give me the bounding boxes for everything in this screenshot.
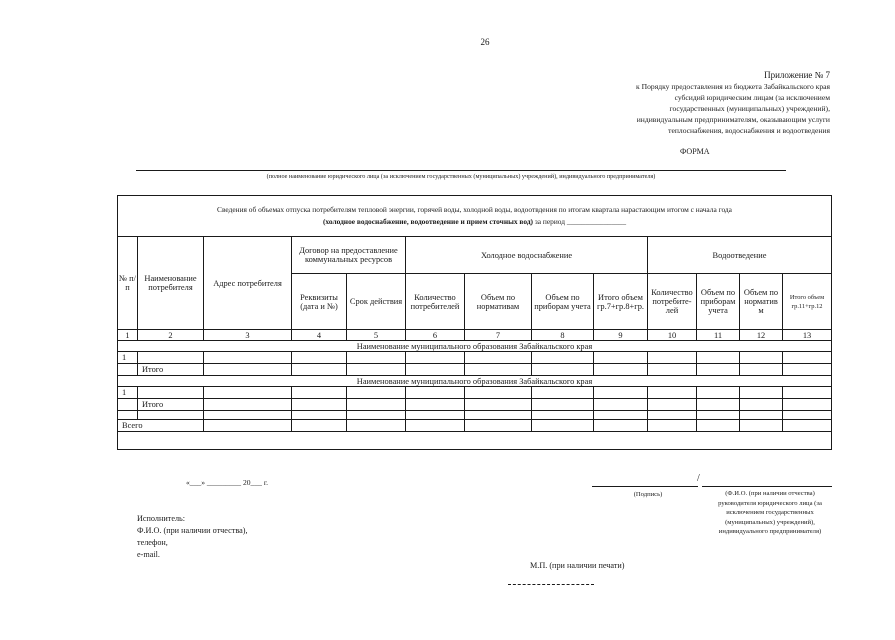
header-cold-water: Холодное водоснабжение [406,237,648,274]
header-contract: Договор на предоставление коммунальных ресурсов [292,237,406,274]
fio-caption-line: исключением государственных [726,509,814,516]
page-number: 26 [480,37,490,47]
col-number: 4 [292,330,347,341]
col-number: 13 [783,330,832,341]
header-waste-qty: Количество потребите-лей [648,274,697,330]
annex-line: теплоснабжения, водоснабжения и водоотведения [668,126,830,135]
table-row[interactable] [118,399,832,411]
header-requisites: Реквизиты (дата и №) [292,274,347,330]
report-title-bold: (холодное водоснабжение, водоотведение и прием сточных вод) [322,217,534,226]
header-no: № п/п [118,237,138,330]
signature-slash: / [697,473,700,484]
header-waste-norm: Объем по норматив м [740,274,783,330]
col-number: 10 [648,330,697,341]
col-number: 5 [347,330,406,341]
fio-line[interactable] [702,486,832,487]
signature-line[interactable] [592,486,698,487]
annex-line: субсидий юридическим лицам (за исключением [674,93,830,102]
row-number: 1 [118,387,138,399]
col-number: 8 [532,330,594,341]
org-name-line[interactable] [136,170,786,171]
table-row[interactable] [118,352,832,364]
fio-caption-line: (Ф.И.О. (при наличии отчества) [725,490,815,497]
executor-label: Исполнитель: [137,514,186,523]
report-title-line2 [118,216,831,228]
annex-title: Приложение № 7 [764,70,830,80]
header-address: Адрес потребителя [204,237,292,330]
total-label: Итого [138,399,204,411]
signature-caption: (Подпись) [633,491,663,498]
fio-caption [700,489,840,537]
fio-caption-line: руководителя юридического лица (за [718,499,822,507]
annex-heading [560,70,830,136]
volume-table [117,236,832,432]
stamp-line [508,584,594,585]
report-period: за период ________________ [533,217,627,226]
annex-line: к Порядку предоставления из бюджета Забайкальского края [636,82,830,91]
column-number-row [118,330,832,341]
report-title [118,204,831,228]
col-number: 9 [594,330,648,341]
form-label: ФОРМА [680,147,710,156]
executor-email[interactable]: e-mail. [137,550,160,559]
col-number: 11 [697,330,740,341]
col-number: 12 [740,330,783,341]
org-name-caption: (полное наименование юридического лица (за исключением государственных (муниципальных) учреждений), индивидуального предпринимателя) [266,173,656,180]
header-cold-qty: Количество потребителей [406,274,465,330]
col-number: 1 [118,330,138,341]
header-wastewater: Водоотведение [648,237,832,274]
executor-fio[interactable]: Ф.И.О. (при наличии отчества), [137,526,248,535]
grand-total-label: Всего [118,420,204,432]
col-number: 2 [138,330,204,341]
header-waste-total: Итого объем гр.11+гр.12 [783,274,832,330]
municipality-row: Наименование муниципального образования Забайкальского края [118,341,832,352]
table-row[interactable] [118,387,832,399]
header-consumer: Наименование потребителя [138,237,204,330]
header-term: Срок действия [347,274,406,330]
stamp-label: М.П. (при наличии печати) [530,561,625,570]
header-cold-meter: Объем по приборам учета [532,274,594,330]
executor-phone[interactable]: телефон, [137,538,168,547]
date-line[interactable]: «___» _________ 20___ г. [186,478,268,487]
municipality-row: Наименование муниципального образования Забайкальского края [118,376,832,387]
table-row[interactable] [118,420,832,432]
executor-block [137,513,248,561]
table-row[interactable] [118,364,832,376]
col-number: 3 [204,330,292,341]
row-number: 1 [118,352,138,364]
annex-line: государственных (муниципальных) учреждений), [669,104,830,113]
total-label: Итого [138,364,204,376]
col-number: 7 [465,330,532,341]
report-title-line1: Сведения об объемах отпуска потребителям тепловой энергии, горячей воды, холодной воды, водоотвдения по итогам квартала нарастающим итогом с начала года [217,205,732,214]
table-row[interactable] [118,411,832,420]
annex-line: индивидуальным предпринимателям, оказывающим услуги [636,115,830,124]
header-cold-total: Итого объем гр.7+гр.8+гр. [594,274,648,330]
fio-caption-line: (муниципальных) учреждений), [725,518,815,526]
col-number: 6 [406,330,465,341]
header-waste-meter: Объем по приборам учета [697,274,740,330]
header-cold-norm: Объем по нормативам [465,274,532,330]
fio-caption-line: индивидуального предпринимателя) [718,528,822,535]
